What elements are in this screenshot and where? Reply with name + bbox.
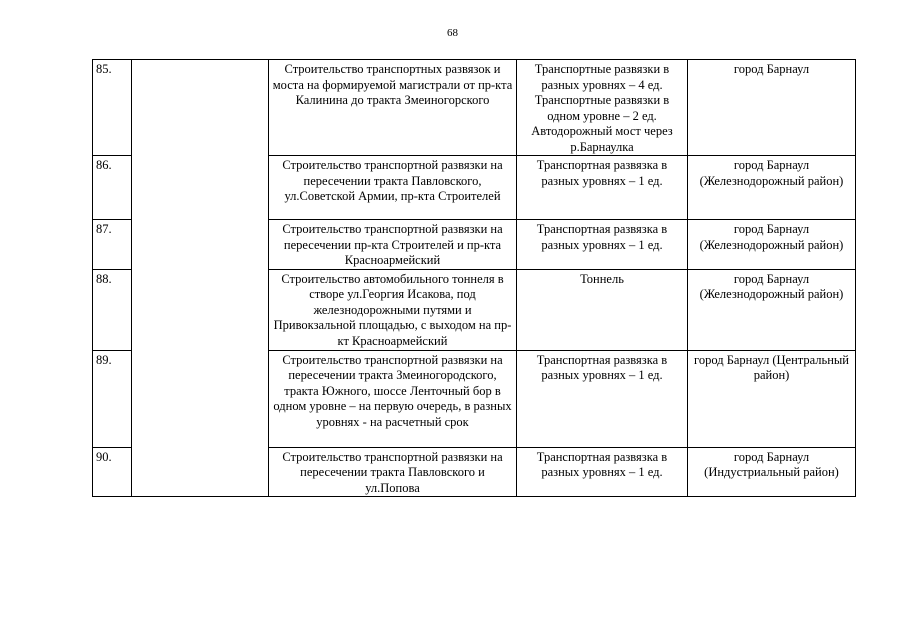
project-location: город Барнаул (Железнодорожный район) [688, 156, 856, 220]
project-name: Строительство транспортной развязки на пересечении тракта Змеиногородского, тракта Южного, шоссе Ленточный бор в одном уровне – на первую очередь, в разных уровнях - на расчетный срок [269, 350, 517, 447]
project-name: Строительство транспортной развязки на пересечении тракта Павловского, ул.Советской Армии, пр-кта Строителей [269, 156, 517, 220]
project-location: город Барнаул (Железнодорожный район) [688, 220, 856, 270]
row-number: 85. [93, 60, 132, 156]
row-number: 87. [93, 220, 132, 270]
project-name: Строительство транспортной развязки на пересечении пр-кта Строителей и пр-кта Красноармейский [269, 220, 517, 270]
project-name: Строительство автомобильного тоннеля в створе ул.Георгия Исакова, под железнодорожными путями и Привокзальной площадью, с выходом на пр-кт Красноармейский [269, 269, 517, 350]
blank-cell [132, 60, 269, 497]
project-parameters: Транспортные развязки в разных уровнях – 4 ед. Транспортные развязки в одном уровне – 2 ед. Автодорожный мост через р.Барнаулка [517, 60, 688, 156]
project-location: город Барнаул [688, 60, 856, 156]
project-table [92, 59, 856, 497]
project-location: город Барнаул (Центральный район) [688, 350, 856, 447]
table-row [93, 60, 856, 156]
row-number: 90. [93, 447, 132, 497]
project-location: город Барнаул (Железнодорожный район) [688, 269, 856, 350]
project-parameters: Тоннель [517, 269, 688, 350]
project-name: Строительство транспортной развязки на пересечении тракта Павловского и ул.Попова [269, 447, 517, 497]
project-parameters: Транспортная развязка в разных уровнях – 1 ед. [517, 447, 688, 497]
row-number: 86. [93, 156, 132, 220]
project-name: Строительство транспортных развязок и моста на формируемой магистрали от пр-кта Калинина до тракта Змеиногорского [269, 60, 517, 156]
row-number: 89. [93, 350, 132, 447]
project-parameters: Транспортная развязка в разных уровнях – 1 ед. [517, 220, 688, 270]
project-parameters: Транспортная развязка в разных уровнях – 1 ед. [517, 156, 688, 220]
page-number: 68 [447, 27, 458, 39]
row-number: 88. [93, 269, 132, 350]
project-location: город Барнаул (Индустриальный район) [688, 447, 856, 497]
project-parameters: Транспортная развязка в разных уровнях – 1 ед. [517, 350, 688, 447]
